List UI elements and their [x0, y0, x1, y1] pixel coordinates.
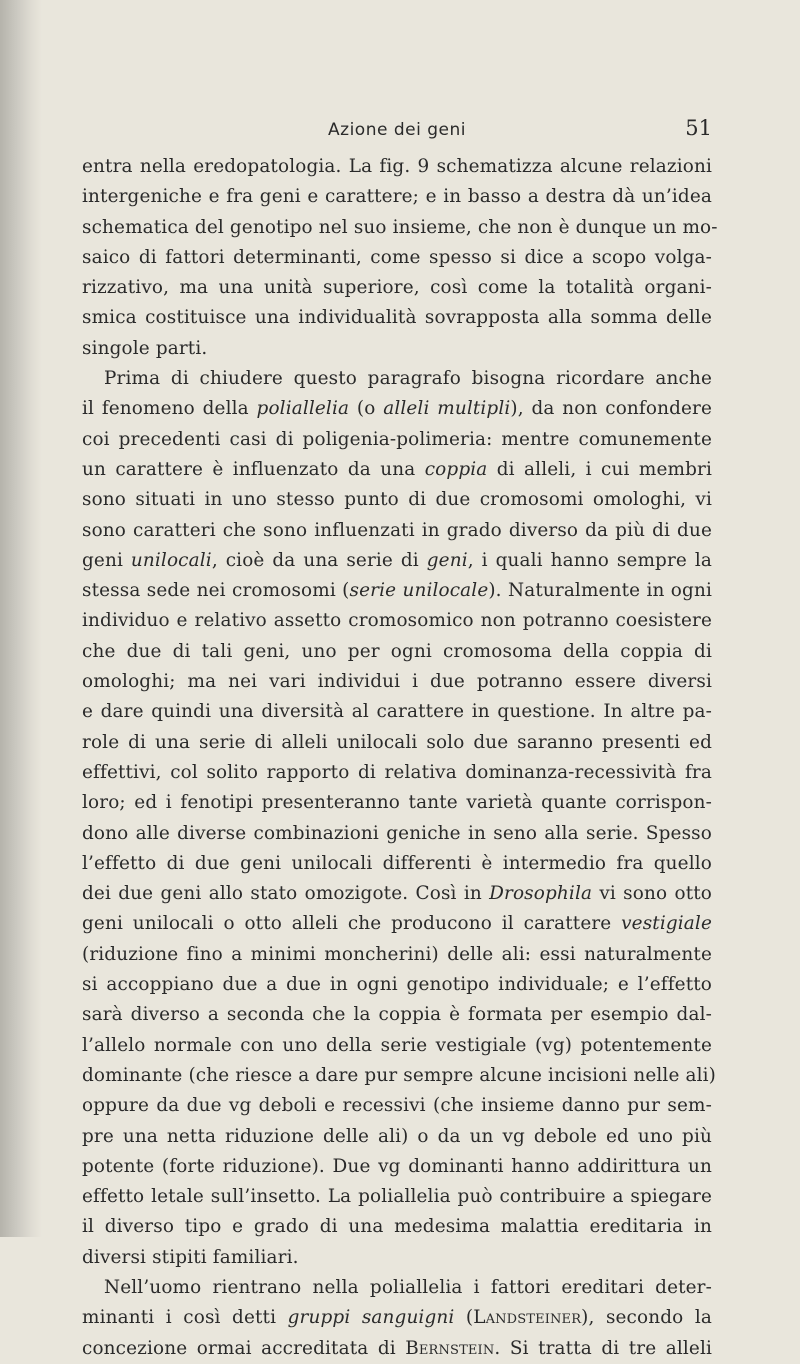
- paragraph-start-line: [82, 1273, 712, 1303]
- text-span: pre una netta riduzione delle ali) o da un vg debole ed uno più: [82, 1125, 712, 1147]
- text-line: [82, 970, 712, 1000]
- text-line: [82, 1243, 712, 1273]
- text-span: un carattere è influenzato da una: [82, 458, 425, 480]
- italic-term: vestigiale: [621, 913, 712, 935]
- text-span: Nell’uomo rientrano nella poliallelia i fattori ereditari deter-: [104, 1276, 712, 1298]
- text-span: . Si tratta di tre alleli: [494, 1337, 713, 1359]
- text-line: [82, 576, 712, 606]
- italic-term: coppia: [424, 458, 488, 480]
- text-span: ), secondo la: [581, 1307, 712, 1329]
- italic-term: Drosophila: [489, 883, 593, 905]
- paragraph-start-line: [82, 364, 712, 394]
- text-span: il diverso tipo e grado di una medesima malattia ereditaria in: [82, 1216, 712, 1238]
- text-line: [82, 849, 712, 879]
- text-span: sarà diverso a seconda che la coppia è formata per esempio dal-: [82, 1004, 712, 1026]
- italic-term: serie unilocale: [349, 580, 489, 602]
- text-span: omologhi; ma nei vari individui i due potranno essere diversi: [82, 671, 712, 693]
- italic-term: poliallelia: [256, 398, 350, 420]
- text-line: [82, 1212, 712, 1242]
- text-span: concezione ormai accreditata di: [82, 1337, 406, 1359]
- text-line: [82, 697, 712, 727]
- text-span: schematica del genotipo nel suo insieme, che non è dunque un mo-: [82, 216, 718, 238]
- text-span: Prima di chiudere questo paragrafo bisogna ricordare anche: [104, 368, 712, 390]
- text-span: diversi stipiti familiari.: [82, 1246, 299, 1268]
- text-line: [82, 1122, 712, 1152]
- text-line: [82, 940, 712, 970]
- text-span: vi sono otto: [592, 883, 712, 905]
- text-line: [82, 546, 712, 576]
- text-line: [82, 1152, 712, 1182]
- italic-term: geni: [426, 549, 468, 571]
- text-line: [82, 394, 712, 424]
- body-text: [82, 152, 718, 1364]
- text-line: [82, 1303, 712, 1333]
- text-line: [82, 516, 712, 546]
- text-line: [82, 879, 712, 909]
- text-span: coi precedenti casi di poligenia-polimeria: mentre comunemente: [82, 428, 712, 450]
- text-span: rizzativo, ma una unità superiore, così come la totalità organi-: [82, 277, 712, 299]
- text-span: e dare quindi una diversità al carattere in questione. In altre pa-: [82, 701, 712, 723]
- text-line: [82, 213, 718, 243]
- text-span: che due di tali geni, uno per ogni cromosoma della coppia di: [82, 640, 712, 662]
- text-line: [82, 303, 712, 333]
- text-line: [82, 667, 712, 697]
- text-span: intergeniche e fra geni e carattere; e in basso a destra dà un’idea: [82, 186, 712, 208]
- text-line: [82, 788, 712, 818]
- page-number: 51: [685, 116, 712, 140]
- text-span: (: [349, 398, 365, 420]
- running-title: Azione dei geni: [328, 120, 466, 140]
- text-line: [82, 728, 712, 758]
- running-header: [82, 116, 712, 146]
- text-span: , i quali hanno sempre la: [467, 549, 712, 571]
- italic-term: unilocali: [130, 549, 212, 571]
- text-span: (riduzione fino a minimi moncherini) delle ali: essi naturalmente: [82, 943, 712, 965]
- text-line: [82, 1061, 716, 1091]
- text-span: geni unilocali o otto alleli che producono il carattere: [82, 913, 622, 935]
- text-line: [82, 273, 712, 303]
- text-span: dei due geni allo stato omozigote. Così in: [82, 883, 490, 905]
- text-line: [82, 1334, 712, 1364]
- text-line: [82, 1031, 712, 1061]
- text-span: , cioè da una serie di: [211, 549, 427, 571]
- text-span: oppure da due vg deboli e recessivi (che insieme danno pur sem-: [82, 1095, 712, 1117]
- text-line: [82, 909, 712, 939]
- text-span: singole parti.: [82, 337, 208, 359]
- text-line: [82, 637, 712, 667]
- text-line: [82, 485, 712, 515]
- text-span: potente (forte riduzione). Due vg dominanti hanno addirittura un: [82, 1155, 712, 1177]
- text-span: dono alle diverse combinazioni geniche in seno alla serie. Spesso: [82, 822, 712, 844]
- text-span: l’effetto di due geni unilocali differenti è intermedio fra quello: [82, 852, 712, 874]
- text-span: minanti i così detti: [82, 1307, 288, 1329]
- text-span: stessa sede nei cromosomi (: [82, 580, 350, 602]
- text-span: sono caratteri che sono influenzati in grado diverso da più di due: [82, 519, 712, 541]
- text-line: [82, 243, 712, 273]
- author-name: Landsteiner: [473, 1307, 582, 1329]
- author-name: Bernstein: [405, 1337, 495, 1359]
- text-line: [82, 334, 712, 364]
- text-span: il fenomeno della: [82, 398, 257, 420]
- text-span: role di una serie di alleli unilocali solo due saranno presenti ed: [82, 731, 712, 753]
- text-span: l’allelo normale con uno della serie vestigiale (vg) potentemente: [82, 1034, 712, 1056]
- text-span: smica costituisce una individualità sovrapposta alla somma delle: [82, 307, 712, 329]
- text-span: sono situati in uno stesso punto di due cromosomi omologhi, vi: [82, 489, 712, 511]
- text-span: di alleli, i cui membri: [487, 458, 712, 480]
- text-span: individuo e relativo assetto cromosomico non potranno coesistere: [82, 610, 712, 632]
- text-span: (: [454, 1307, 474, 1329]
- text-span: ). Naturalmente in ogni: [488, 580, 712, 602]
- text-line: [82, 455, 712, 485]
- italic-term: gruppi sanguigni: [287, 1307, 455, 1329]
- text-span: geni: [82, 549, 131, 571]
- text-line: [82, 182, 712, 212]
- text-line: [82, 1091, 712, 1121]
- text-span: entra nella eredopatologia. La fig. 9 schematizza alcune relazioni: [82, 156, 712, 177]
- text-span: saico di fattori determinanti, come spesso si dice a scopo volga-: [82, 246, 712, 268]
- text-line: [82, 152, 712, 182]
- text-span: effettivi, col solito rapporto di relativa dominanza-recessività fra: [82, 761, 712, 783]
- text-line: [82, 425, 712, 455]
- text-span: ), da non confondere: [510, 398, 713, 420]
- text-span: si accoppiano due a due in ogni genotipo individuale; e l’effetto: [82, 974, 712, 996]
- text-line: [82, 819, 712, 849]
- text-span: o: [364, 398, 384, 420]
- text-span: loro; ed i fenotipi presenteranno tante varietà quante corrispon-: [82, 792, 712, 814]
- text-line: [82, 1000, 712, 1030]
- text-line: [82, 1182, 712, 1212]
- italic-term: alleli multipli: [383, 398, 511, 420]
- text-line: [82, 758, 712, 788]
- text-line: [82, 606, 712, 636]
- text-span: dominante (che riesce a dare pur sempre alcune incisioni nelle ali): [82, 1064, 716, 1086]
- text-span: effetto letale sull’insetto. La poliallelia può contribuire a spiegare: [82, 1186, 712, 1208]
